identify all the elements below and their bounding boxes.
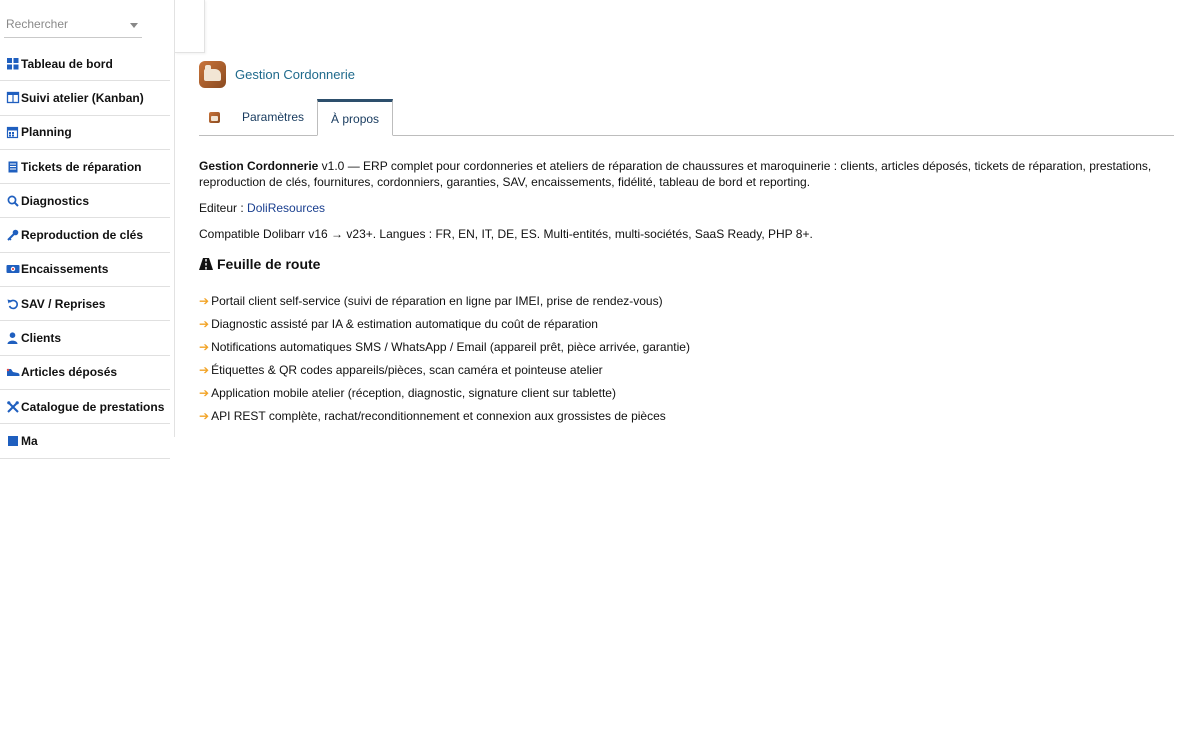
product-name: Gestion Cordonnerie [199,159,319,173]
sidebar-item-label: Diagnostics [21,193,90,208]
sidebar-item-label: Reproduction de clés [21,228,144,243]
list-item-text: Notifications automatiques SMS / WhatsApp / Email (appareil prêt, pièce arrivée, garantie) [211,339,690,354]
tab-parametres[interactable]: Paramètres [242,110,305,124]
arrow-right-icon: ➔ [199,385,210,400]
arrow-right-icon: ➔ [199,316,210,331]
sidebar-item-label: Planning [21,125,72,140]
arrow-right-icon: ➔ [199,408,210,423]
sidebar-item-encaissements[interactable] [0,253,170,287]
sidebar [0,0,175,448]
list-item [199,289,1174,312]
money-icon [6,263,19,276]
list-item [199,358,1174,381]
shoe-icon [6,366,19,379]
sidebar-search[interactable] [4,14,142,38]
arrow-right-icon: ➔ [199,293,210,308]
misc-icon [6,434,19,447]
search-input[interactable] [6,17,124,31]
chevron-down-icon[interactable] [130,23,138,28]
sidebar-item-clients[interactable] [0,321,170,355]
module-header [199,60,1174,88]
kanban-icon [6,91,19,104]
module-logo [199,61,226,88]
sidebar-item-label: Catalogue de prestations [21,399,165,414]
sidebar-item-articles[interactable] [0,356,170,390]
roadmap-list [199,289,1174,427]
list-item [199,335,1174,358]
tab-module-logo-icon[interactable] [199,99,229,135]
tab-a-propos[interactable]: À propos [317,99,393,136]
compatibility-line: Compatible Dolibarr v16 → v23+. Langues : FR, EN, IT, DE, ES. Multi-entités, multi-sociétés, SaaS Ready, PHP 8+. [199,227,813,241]
search-icon [6,194,19,207]
dashboard-icon [6,57,19,70]
sidebar-item-catalogue[interactable] [0,390,170,424]
sidebar-item-label: Clients [21,331,62,346]
user-icon [6,332,19,345]
roadmap-title: Feuille de route [217,256,321,272]
sidebar-item-label: Tickets de réparation [21,159,142,174]
about-content [199,158,1174,427]
list-item-text: API REST complète, rachat/reconditionnement et connexion aux grossistes de pièces [211,408,666,423]
sidebar-menu [0,47,170,459]
sidebar-item-label: Ma [21,433,38,448]
list-item-text: Étiquettes & QR codes appareils/pièces, scan caméra et pointeuse atelier [211,362,603,377]
list-item-text: Portail client self-service (suivi de réparation en ligne par IMEI, prise de rendez-vous) [211,293,663,308]
sidebar-item-label: Articles déposés [21,365,118,380]
calendar-icon [6,126,19,139]
editor-link[interactable]: DoliResources [247,201,326,215]
arrow-right-icon: ➔ [199,339,210,354]
list-item [199,381,1174,404]
arrow-right-icon: ➔ [199,362,210,377]
list-item [199,404,1174,427]
list-item-text: Diagnostic assisté par IA & estimation automatique du coût de réparation [211,316,598,331]
sidebar-item-tableau-de-bord[interactable] [0,47,170,81]
sidebar-item-label: SAV / Reprises [21,296,106,311]
tab-bar [199,99,1174,136]
roadmap-heading [199,256,1174,272]
editor-line [199,200,1174,216]
description-text: v1.0 — ERP complet pour cordonneries et ateliers de réparation de chaussures et maroquinerie : clients, articles déposés, tickets de réparation, prestations, reproduction de clés, fournitures, cordonniers, garanties, SAV, encaissements, fidélité, tableau de bord et reporting. [199,159,1152,189]
page-title: Gestion Cordonnerie [235,66,355,82]
sidebar-item-label: Suivi atelier (Kanban) [21,90,144,105]
sidebar-item-kanban[interactable] [0,81,170,115]
editor-label: Editeur : [199,201,248,215]
tools-icon [6,400,19,413]
sidebar-item-planning[interactable] [0,116,170,150]
sidebar-item-label: Encaissements [21,262,109,277]
sidebar-item-tickets[interactable] [0,150,170,184]
ticket-icon [6,160,19,173]
list-item [199,312,1174,335]
sidebar-item-cles[interactable] [0,218,170,252]
sidebar-item-sav[interactable] [0,287,170,321]
key-icon [6,229,19,242]
sidebar-item-label: Tableau de bord [21,56,113,71]
sidebar-item-diagnostics[interactable] [0,184,170,218]
sidebar-item-more[interactable] [0,424,170,458]
list-item-text: Application mobile atelier (réception, diagnostic, signature client sur tablette) [211,385,616,400]
top-panel-box [175,0,205,53]
road-icon [199,258,213,270]
description-paragraph [199,158,1174,190]
main-content [199,60,1174,427]
undo-icon [6,297,19,310]
